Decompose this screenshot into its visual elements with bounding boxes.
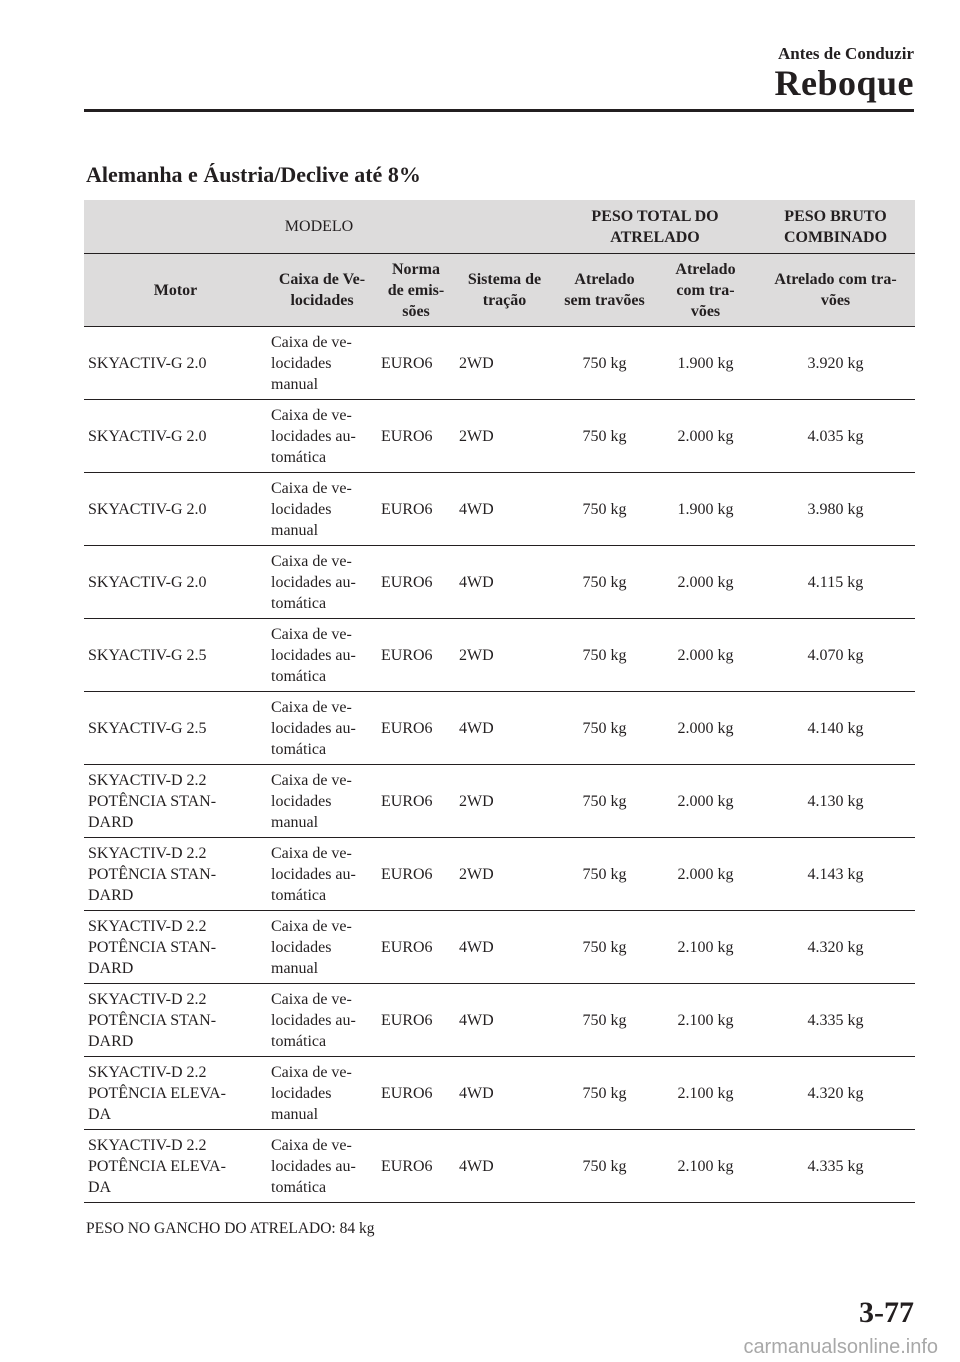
column-header-braked: Atrelado com tra- vões [655,254,756,327]
cell-drive: 2WD [455,838,554,911]
cell-transmission: Caixa de ve- locidades manual [267,1057,377,1130]
cell-transmission: Caixa de ve- locidades au- tomática [267,619,377,692]
cell-combined: 4.320 kg [756,911,915,984]
cell-braked: 2.000 kg [655,546,756,619]
cell-braked: 2.000 kg [655,838,756,911]
cell-braked: 2.000 kg [655,765,756,838]
cell-transmission: Caixa de ve- locidades manual [267,327,377,400]
cell-braked: 1.900 kg [655,473,756,546]
cell-combined: 4.143 kg [756,838,915,911]
cell-combined: 4.115 kg [756,546,915,619]
cell-braked: 2.100 kg [655,1057,756,1130]
cell-combined: 4.335 kg [756,984,915,1057]
cell-unbraked: 750 kg [554,1057,655,1130]
table-row [84,473,915,546]
column-header-emission: Norma de emis- sões [377,254,455,327]
cell-combined: 4.130 kg [756,765,915,838]
watermark: carmanualsonline.info [743,1336,938,1358]
cell-transmission: Caixa de ve- locidades manual [267,473,377,546]
cell-drive: 4WD [455,692,554,765]
cell-combined: 4.335 kg [756,1130,915,1203]
cell-unbraked: 750 kg [554,911,655,984]
cell-transmission: Caixa de ve- locidades au- tomática [267,984,377,1057]
group-header-trailer-weight: PESO TOTAL DO ATRELADO [554,200,756,254]
cell-emission: EURO6 [377,692,455,765]
cell-transmission: Caixa de ve- locidades manual [267,765,377,838]
group-header-combined-weight: PESO BRUTO COMBINADO [756,200,915,254]
cell-braked: 1.900 kg [655,327,756,400]
cell-combined: 3.920 kg [756,327,915,400]
cell-transmission: Caixa de ve- locidades manual [267,911,377,984]
hitch-weight-note: PESO NO GANCHO DO ATRELADO: 84 kg [86,1220,375,1237]
cell-drive: 4WD [455,473,554,546]
cell-emission: EURO6 [377,619,455,692]
cell-drive: 4WD [455,911,554,984]
cell-engine: SKYACTIV-D 2.2 POTÊNCIA STAN- DARD [84,911,267,984]
cell-combined: 4.070 kg [756,619,915,692]
table-body [84,327,915,1203]
column-header-unbraked: Atrelado sem travões [554,254,655,327]
table-row [84,619,915,692]
column-header-engine: Motor [84,254,267,327]
group-header-model: MODELO [84,200,554,254]
column-header-combined-braked: Atrelado com tra- vões [756,254,915,327]
cell-engine: SKYACTIV-D 2.2 POTÊNCIA ELEVA- DA [84,1130,267,1203]
cell-drive: 2WD [455,765,554,838]
cell-combined: 4.035 kg [756,400,915,473]
cell-transmission: Caixa de ve- locidades au- tomática [267,838,377,911]
cell-emission: EURO6 [377,327,455,400]
cell-braked: 2.100 kg [655,911,756,984]
cell-braked: 2.000 kg [655,400,756,473]
cell-drive: 4WD [455,1130,554,1203]
cell-unbraked: 750 kg [554,327,655,400]
cell-unbraked: 750 kg [554,692,655,765]
cell-braked: 2.000 kg [655,692,756,765]
header-rule [84,109,914,112]
cell-emission: EURO6 [377,400,455,473]
cell-braked: 2.100 kg [655,984,756,1057]
table-title: Alemanha e Áustria/Declive até 8% [86,162,421,187]
chapter-heading: Reboque [774,63,914,103]
cell-engine: SKYACTIV-G 2.0 [84,327,267,400]
cell-emission: EURO6 [377,546,455,619]
table-row [84,1130,915,1203]
table-row [84,400,915,473]
cell-emission: EURO6 [377,911,455,984]
table-row [84,546,915,619]
cell-transmission: Caixa de ve- locidades au- tomática [267,400,377,473]
cell-drive: 2WD [455,327,554,400]
cell-drive: 4WD [455,546,554,619]
table-row [84,984,915,1057]
cell-unbraked: 750 kg [554,400,655,473]
cell-unbraked: 750 kg [554,546,655,619]
cell-braked: 2.000 kg [655,619,756,692]
cell-unbraked: 750 kg [554,1130,655,1203]
cell-emission: EURO6 [377,765,455,838]
cell-engine: SKYACTIV-G 2.0 [84,400,267,473]
cell-engine: SKYACTIV-G 2.5 [84,619,267,692]
cell-unbraked: 750 kg [554,765,655,838]
cell-engine: SKYACTIV-D 2.2 POTÊNCIA ELEVA- DA [84,1057,267,1130]
cell-braked: 2.100 kg [655,1130,756,1203]
column-header-row [84,254,915,327]
cell-drive: 4WD [455,1057,554,1130]
cell-engine: SKYACTIV-G 2.5 [84,692,267,765]
cell-engine: SKYACTIV-G 2.0 [84,546,267,619]
cell-unbraked: 750 kg [554,984,655,1057]
cell-transmission: Caixa de ve- locidades au- tomática [267,546,377,619]
cell-combined: 4.140 kg [756,692,915,765]
table-row [84,838,915,911]
column-header-transmission: Caixa de Ve- locidades [267,254,377,327]
cell-transmission: Caixa de ve- locidades au- tomática [267,1130,377,1203]
cell-unbraked: 750 kg [554,619,655,692]
cell-drive: 2WD [455,619,554,692]
table-row [84,765,915,838]
cell-emission: EURO6 [377,473,455,546]
cell-emission: EURO6 [377,1057,455,1130]
table-row [84,327,915,400]
cell-emission: EURO6 [377,1130,455,1203]
cell-engine: SKYACTIV-G 2.0 [84,473,267,546]
cell-engine: SKYACTIV-D 2.2 POTÊNCIA STAN- DARD [84,984,267,1057]
cell-drive: 2WD [455,400,554,473]
table-row [84,911,915,984]
cell-engine: SKYACTIV-D 2.2 POTÊNCIA STAN- DARD [84,838,267,911]
cell-unbraked: 750 kg [554,473,655,546]
table-row [84,1057,915,1130]
cell-unbraked: 750 kg [554,838,655,911]
group-header-row [84,200,915,254]
towing-weight-table [84,200,915,1203]
cell-combined: 4.320 kg [756,1057,915,1130]
cell-transmission: Caixa de ve- locidades au- tomática [267,692,377,765]
section-heading: Antes de Conduzir [777,44,914,63]
column-header-drive: Sistema de tração [455,254,554,327]
cell-emission: EURO6 [377,984,455,1057]
table-row [84,692,915,765]
cell-combined: 3.980 kg [756,473,915,546]
cell-engine: SKYACTIV-D 2.2 POTÊNCIA STAN- DARD [84,765,267,838]
cell-emission: EURO6 [377,838,455,911]
page-number: 3-77 [859,1296,914,1329]
cell-drive: 4WD [455,984,554,1057]
